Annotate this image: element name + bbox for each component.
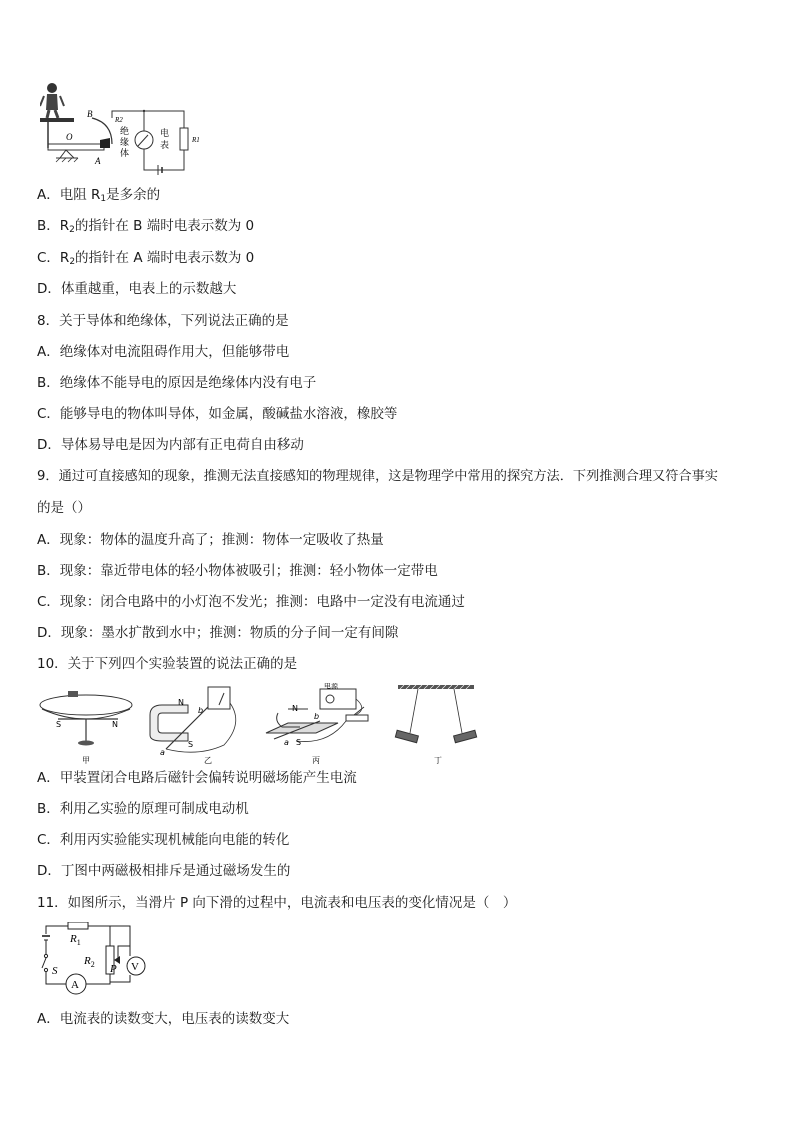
resistor-r1 [180,128,188,150]
voltmeter-label: V [131,961,139,973]
person-head [47,83,57,93]
label-r2: R2 [115,116,123,124]
q7-option-c: C．$R_2$的指针在 A 端时电表示数为 0 [37,250,255,267]
slider-contact [100,138,110,148]
q10-stem: 10．关于下列四个实验装置的说法正确的是 [37,656,298,672]
lever [48,144,104,150]
q10-option-c: C．利用丙实验能实现机械能向电能的转化 [37,832,290,848]
label-meter-1: 电 [160,129,170,139]
jia-label-n: N [112,720,118,729]
person-body [46,94,58,110]
q11-figure [38,922,158,996]
resistor-r1 [68,922,88,929]
q9-option-d: D．现象：墨水扩散到水中；推测：物质的分子间一定有间隙 [37,625,399,641]
label-insulator-3: 体 [120,149,130,159]
label-r1: $R_1$ [70,933,81,947]
q10-option-d: D．丁图中两磁极相排斥是通过磁场发生的 [37,863,291,879]
bing-caption: 丙 [312,756,320,765]
yi-label-n: N [178,698,184,707]
jia-label-s: S [56,720,62,729]
q8-option-d: D．导体易导电是因为内部有正电荷自由移动 [37,437,304,453]
yi-caption: 乙 [204,756,212,765]
bing-label-power: 电源 [324,683,338,690]
experiment-yi [150,687,236,765]
label-b: B [87,109,93,119]
bing-label-a: a [284,738,289,747]
bing-label-b: b [314,712,320,721]
label-a: A [95,156,101,166]
q7-figure [40,78,210,178]
label-o: O [66,132,73,142]
bing-label-s: S [296,738,302,747]
scale-platform [40,118,74,122]
yi-label-b: b [198,706,204,715]
q8-stem: 8．关于导体和绝缘体，下列说法正确的是 [37,313,289,329]
q9-option-a: A．现象：物体的温度升高了；推测：物体一定吸收了热量 [37,532,384,548]
q11-option-a: A．电流表的读数变大，电压表的读数变大 [37,1011,290,1027]
experiment-jia [40,691,132,765]
jia-caption: 甲 [82,756,90,765]
label-s: S [52,965,58,977]
q8-option-b: B．绝缘体不能导电的原因是绝缘体内没有电子 [37,375,317,391]
q9-stem-line1: 9．通过可直接感知的现象，推测无法直接感知的物理规律，这是物理学中常用的探究方法．下列推测合理又符合事实 [37,469,718,484]
experiment-ding [395,685,476,765]
q11-circuit-diagram [38,922,158,996]
q7-option-b: B．$R_2$的指针在 B 端时电表示数为 0 [37,218,255,235]
q9-option-c: C．现象：闭合电路中的小灯泡不发光；推测：电路中一定没有电流通过 [37,594,465,610]
yi-label-a: a [160,748,165,757]
q9-stem-line2: 的是（） [37,500,91,516]
q9-option-b: B．现象：靠近带电体的轻小物体被吸引；推测：轻小物体一定带电 [37,563,438,579]
experiment-bing [266,683,368,765]
q11-stem: 11．如图所示，当滑片 P 向下滑的过程中，电流表和电压表的变化情况是（ ） [37,895,517,911]
bing-label-n: N [292,704,298,713]
q10-option-b: B．利用乙实验的原理可制成电动机 [37,801,249,817]
q8-option-c: C．能够导电的物体叫导体，如金属，酸碱盐水溶液，橡胶等 [37,406,398,422]
q10-option-a: A．甲装置闭合电路后磁针会偏转说明磁场能产生电流 [37,770,357,786]
q7-option-d: D．体重越重，电表上的示数越大 [37,281,237,297]
label-insulator-1: 绝 [120,127,130,137]
q8-option-a: A．绝缘体对电流阻碍作用大，但能够带电 [37,344,290,360]
label-r1: R1 [192,136,200,144]
q7-option-a: A．电阻 $R_1$是多余的 [37,187,161,204]
q10-experiments-diagram [38,683,478,765]
pivot [60,150,74,158]
q10-figure [38,683,478,765]
label-r2: $R_2$ [84,955,95,969]
label-p: P [110,963,117,975]
ding-caption: 丁 [434,756,442,765]
label-insulator-2: 缘 [120,138,130,148]
q7-circuit-diagram [40,78,210,178]
ammeter-label: A [71,979,79,991]
yi-label-s: S [188,740,194,749]
label-meter-2: 表 [160,141,170,151]
